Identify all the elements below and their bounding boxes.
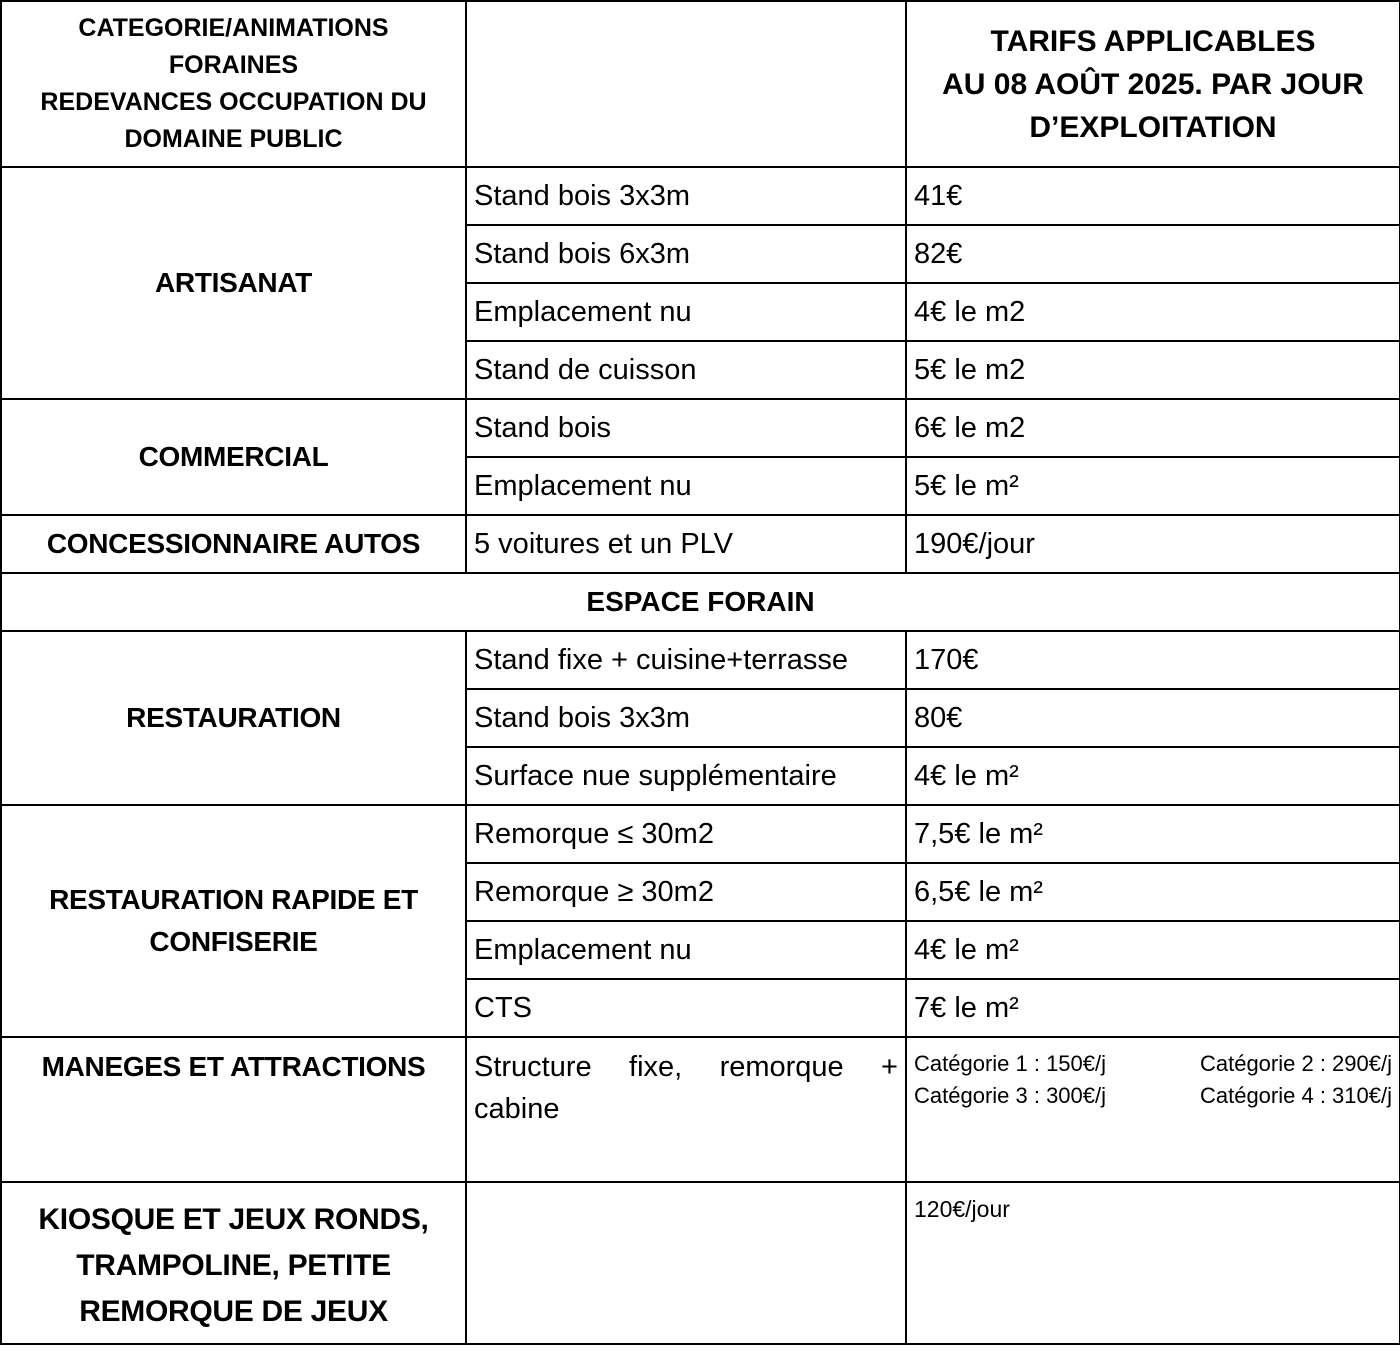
header-tarif-line: AU 08 AOÛT 2025. PAR JOUR bbox=[942, 67, 1364, 101]
price-cell: 4€ le m² bbox=[906, 747, 1400, 805]
price-cell: 41€ bbox=[906, 167, 1400, 225]
item-cell: Emplacement nu bbox=[466, 283, 906, 341]
price-category: Catégorie 2 : 290€/j bbox=[1199, 1051, 1392, 1076]
price-cell: 82€ bbox=[906, 225, 1400, 283]
price-cell: 4€ le m² bbox=[906, 921, 1400, 979]
item-cell: Emplacement nu bbox=[466, 921, 906, 979]
header-category-cell bbox=[1, 1, 466, 167]
item-cell bbox=[466, 1182, 906, 1344]
item-cell: Stand de cuisson bbox=[466, 341, 906, 399]
header-middle-cell bbox=[466, 1, 906, 167]
item-cell: CTS bbox=[466, 979, 906, 1037]
category-label-line: KIOSQUE ET JEUX RONDS, bbox=[38, 1203, 429, 1236]
table-row bbox=[1, 1182, 1400, 1344]
header-category-line: CATEGORIE/ANIMATIONS bbox=[78, 14, 389, 42]
price-cell: 7,5€ le m² bbox=[906, 805, 1400, 863]
price-cell: 120€/jour bbox=[906, 1182, 1400, 1344]
item-cell: Stand bois 3x3m bbox=[466, 689, 906, 747]
price-cell: 5€ le m² bbox=[906, 457, 1400, 515]
item-cell: Stand fixe + cuisine+terrasse bbox=[466, 631, 906, 689]
header-tarif-line: TARIFS APPLICABLES bbox=[990, 24, 1316, 58]
table-row bbox=[1, 399, 1400, 457]
price-categories-grid bbox=[914, 1048, 1392, 1112]
price-cell: 6,5€ le m² bbox=[906, 863, 1400, 921]
price-cell: 4€ le m2 bbox=[906, 283, 1400, 341]
item-cell: 5 voitures et un PLV bbox=[466, 515, 906, 573]
price-cell: 7€ le m² bbox=[906, 979, 1400, 1037]
table-row bbox=[1, 1037, 1400, 1182]
category-label-line: TRAMPOLINE, PETITE bbox=[76, 1249, 391, 1282]
section-espace-forain: ESPACE FORAIN bbox=[1, 573, 1400, 631]
item-cell: Emplacement nu bbox=[466, 457, 906, 515]
price-categories-cell bbox=[906, 1037, 1400, 1182]
header-category-line: DOMAINE PUBLIC bbox=[124, 125, 343, 153]
price-category: Catégorie 4 : 310€/j bbox=[1199, 1083, 1392, 1108]
category-maneges: MANEGES ET ATTRACTIONS bbox=[1, 1037, 466, 1182]
item-cell: Stand bois 6x3m bbox=[466, 225, 906, 283]
price-cell: 170€ bbox=[906, 631, 1400, 689]
item-cell: Stand bois 3x3m bbox=[466, 167, 906, 225]
category-restauration: RESTAURATION bbox=[1, 631, 466, 805]
category-artisanat: ARTISANAT bbox=[1, 167, 466, 399]
item-cell: Stand bois bbox=[466, 399, 906, 457]
category-concessionnaire: CONCESSIONNAIRE AUTOS bbox=[1, 515, 466, 573]
price-cell: 80€ bbox=[906, 689, 1400, 747]
item-cell: Surface nue supplémentaire bbox=[466, 747, 906, 805]
item-cell: Remorque ≤ 30m2 bbox=[466, 805, 906, 863]
category-label-line: CONFISERIE bbox=[149, 926, 318, 957]
price-cell: 5€ le m2 bbox=[906, 341, 1400, 399]
table-row bbox=[1, 631, 1400, 689]
section-row bbox=[1, 573, 1400, 631]
table-row bbox=[1, 167, 1400, 225]
header-row bbox=[1, 1, 1400, 167]
table-row bbox=[1, 515, 1400, 573]
header-tarif-line: D’EXPLOITATION bbox=[1029, 110, 1277, 144]
price-category: Catégorie 3 : 300€/j bbox=[914, 1083, 1107, 1108]
category-commercial: COMMERCIAL bbox=[1, 399, 466, 515]
price-cell: 6€ le m2 bbox=[906, 399, 1400, 457]
header-tarif-cell bbox=[906, 1, 1400, 167]
category-label-line: RESTAURATION RAPIDE ET bbox=[49, 884, 418, 915]
category-label-line: REMORQUE DE JEUX bbox=[79, 1295, 388, 1328]
price-category: Catégorie 1 : 150€/j bbox=[914, 1051, 1107, 1076]
item-cell: Remorque ≥ 30m2 bbox=[466, 863, 906, 921]
category-kiosque bbox=[1, 1182, 466, 1344]
table-row bbox=[1, 805, 1400, 863]
header-category-line: FORAINES bbox=[168, 51, 299, 79]
item-cell: Structure fixe, remorque + cabine bbox=[466, 1037, 906, 1182]
header-category-line: REDEVANCES OCCUPATION DU bbox=[40, 88, 427, 116]
price-cell: 190€/jour bbox=[906, 515, 1400, 573]
category-restauration-rapide bbox=[1, 805, 466, 1037]
